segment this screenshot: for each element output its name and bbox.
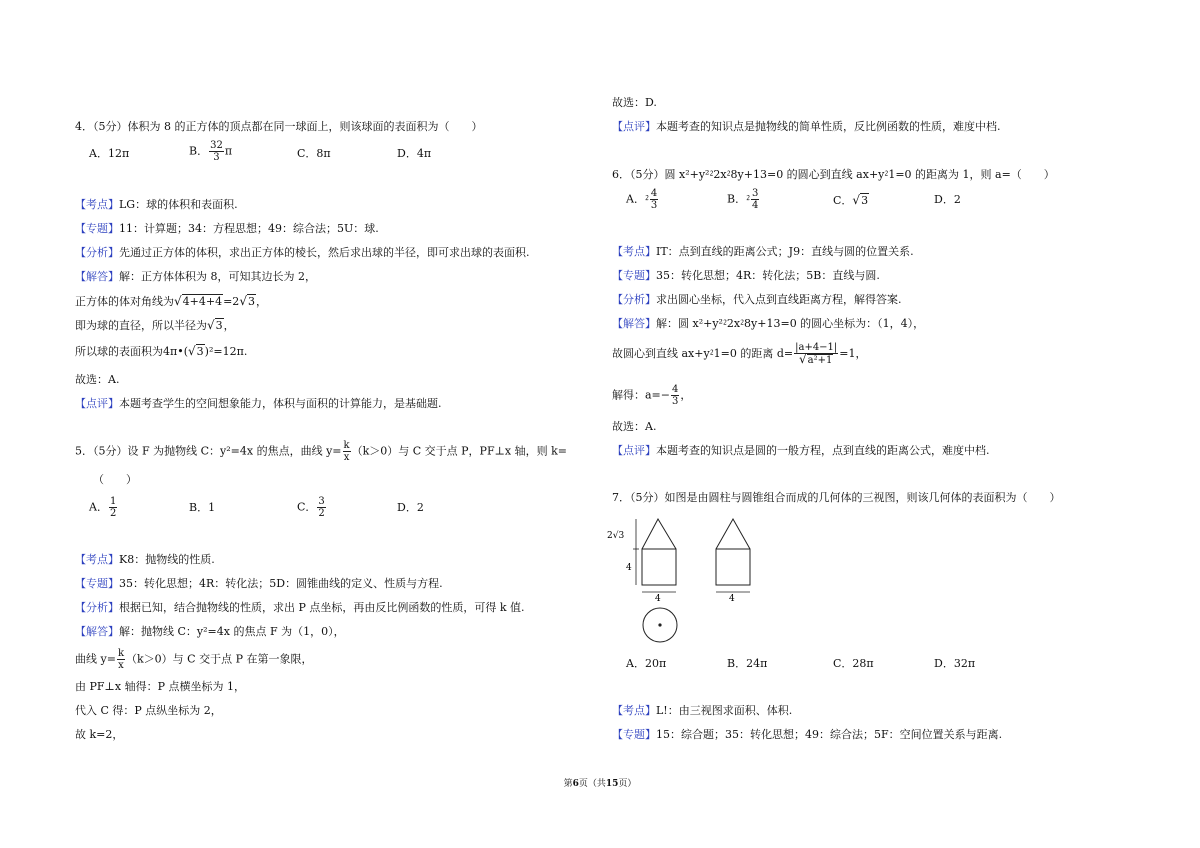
dianping-tag: 【点评】 — [75, 397, 119, 410]
q6-kaodian — [612, 245, 914, 259]
numerator: k — [343, 440, 350, 451]
q5-solution-line-2 — [75, 648, 312, 671]
dianping-text: 本题考查学生的空间想象能力，体积与面积的计算能力，是基础题. — [119, 397, 442, 410]
fenxi-tag: 【分析】 — [75, 601, 119, 614]
fig-label-top: 2√3 — [607, 531, 625, 541]
q5-stem-paren: （ ） — [93, 473, 137, 486]
q6-zhuanti — [612, 269, 880, 283]
q6-stem: 6．（5分）圆 x²+y²⁲2x⁲8y+13=0 的圆心到直线 ax+y⁲1=0 的距离为 1，则 a=（ ） — [612, 168, 1055, 181]
q5-solution-line-3: 由 PF⊥x 轴得：P 点横坐标为 1， — [75, 680, 245, 693]
q6-solution-line-2 — [612, 342, 867, 366]
q6-dianping — [612, 444, 990, 458]
zhuanti-tag: 【专题】 — [75, 577, 119, 590]
zhuanti-text: 35：转化思想；4R：转化法；5B：直线与圆. — [656, 269, 880, 282]
fraction — [317, 496, 325, 519]
q4-fenxi — [75, 246, 530, 260]
denominator: 3 — [650, 200, 658, 211]
dimension-lines — [633, 519, 750, 592]
front-view — [642, 519, 676, 585]
q7-option-b: B．24π — [727, 657, 768, 670]
q4-option-d: D．4π — [397, 147, 432, 160]
q4-kaodian — [75, 198, 238, 212]
three-view-figure — [606, 512, 776, 652]
denominator: 4 — [752, 200, 759, 211]
fenxi-text: 根据已知，结合抛物线的性质，求出 P 点坐标，再由反比例函数的性质，可得 k 值. — [119, 601, 525, 614]
kaodian-tag: 【考点】 — [75, 553, 119, 566]
denominator: x — [343, 452, 350, 463]
radical-sign: √ — [852, 193, 861, 207]
radicand: a²+1 — [807, 355, 833, 366]
fenxi-tag: 【分析】 — [612, 293, 656, 306]
q5-zhuanti — [75, 577, 443, 591]
radical-sign: √ — [174, 294, 182, 308]
q4-stem: 4．（5分）体积为 8 的正方体的顶点都在同一球面上，则该球面的表面积为（ ） — [75, 120, 483, 133]
jieda-tag: 【解答】 — [75, 270, 119, 283]
radicand: 3 — [861, 194, 869, 207]
jieda-tag: 【解答】 — [75, 625, 119, 638]
fig-label-bottom-1: 4 — [655, 594, 661, 604]
kaodian-text: K8：抛物线的性质. — [119, 553, 215, 566]
q4-zhuanti — [75, 222, 379, 236]
text: ， — [223, 319, 235, 332]
front-cylinder — [642, 549, 676, 585]
zhuanti-text: 35：转化思想；4R：转化法；5D：圆锥曲线的定义、性质与方程. — [119, 577, 443, 590]
text: （k＞0）与 C 交于点 P，PF⊥x 轴，则 k= — [351, 444, 568, 458]
q5-solution-line-5: 故 k=2， — [75, 728, 124, 741]
q7-option-a: A．20π — [626, 657, 667, 670]
kaodian-tag: 【考点】 — [612, 704, 656, 717]
fenxi-tag: 【分析】 — [75, 246, 119, 259]
text: （k＞0）与 C 交于点 P 在第一象限， — [126, 652, 313, 666]
q6-jieda — [612, 317, 924, 331]
kaodian-text: LG：球的体积和表面积. — [119, 198, 238, 211]
q4-jieda — [75, 270, 316, 284]
denominator: x — [118, 660, 124, 671]
numerator: |a+4−1| — [795, 342, 838, 353]
footer-text: 第 — [563, 779, 573, 789]
q6-fenxi — [612, 293, 902, 307]
q7-kaodian — [612, 704, 792, 718]
q4-option-b-letter: B． — [189, 144, 209, 158]
top-view — [643, 608, 677, 642]
q7-option-c: C．28π — [833, 657, 874, 670]
q7-stem: 7．（5分）如图是由圆柱与圆锥组合而成的几何体的三视图，则该几何体的表面积为（ ） — [612, 491, 1061, 504]
numerator: 4 — [672, 384, 679, 395]
q5-option-b: B．1 — [189, 501, 216, 514]
fraction — [650, 188, 658, 211]
q4-option-b-tail: π — [224, 144, 233, 158]
text: =2 — [223, 295, 240, 308]
text: )²=12π. — [204, 345, 248, 358]
q4-option-b-denominator: 3 — [213, 152, 220, 163]
text: 曲线 y= — [75, 652, 116, 666]
q5-solution-line-4: 代入 C 得：P 点纵坐标为 2， — [75, 704, 222, 717]
side-view — [716, 519, 750, 585]
q4-option-b-fraction — [209, 140, 224, 163]
page-footer — [0, 776, 1200, 789]
numerator: 3 — [318, 496, 325, 507]
q5-stem-fraction — [343, 440, 351, 463]
q5-option-c — [297, 496, 327, 519]
text: 所以球的表面积为4π•( — [75, 345, 189, 358]
radical-sign: √ — [799, 352, 807, 366]
fenxi-text: 先通过正方体的体积，求出正方体的棱长，然后求出球的半径，即可求出球的表面积. — [119, 246, 530, 259]
numerator: k — [117, 648, 124, 659]
text: 解得：a=− — [612, 388, 670, 402]
q4-dianping — [75, 397, 442, 411]
front-cone — [642, 519, 676, 549]
q6-option-a — [626, 188, 659, 211]
q5-jieda — [75, 625, 345, 639]
side-cone — [716, 519, 750, 549]
zhuanti-text: 15：综合题；35：转化思想；49：综合法；5F：空间位置关系与距离. — [656, 728, 1003, 741]
kaodian-tag: 【考点】 — [75, 198, 119, 211]
footer-text: 页） — [618, 779, 637, 789]
text: =1， — [839, 347, 867, 360]
q5-kaodian — [75, 553, 215, 567]
q4-solution-line-4 — [75, 344, 247, 359]
q6-solution-line-3 — [612, 384, 691, 407]
q4-solution-line-3 — [75, 318, 235, 333]
numerator: 3 — [752, 188, 759, 199]
text: 5．（5分）设 F 为抛物线 C：y²=4x 的焦点，曲线 y= — [75, 444, 342, 458]
radical-sign: √ — [207, 318, 215, 332]
radical-sign: √ — [239, 294, 247, 308]
q6-option-c — [833, 193, 869, 208]
option-letter: C． — [833, 194, 853, 207]
fig-label-side: 4 — [626, 563, 632, 573]
kaodian-text: L!：由三视图求面积、体积. — [656, 704, 793, 717]
q5-option-a — [89, 496, 118, 519]
q5-stem — [75, 440, 567, 463]
side-cylinder — [716, 549, 750, 585]
q7-option-d: D．32π — [934, 657, 976, 670]
zhuanti-tag: 【专题】 — [612, 269, 656, 282]
q4-solution-line-2 — [75, 294, 267, 309]
fraction — [117, 648, 125, 671]
option-letter: A． — [89, 500, 108, 514]
zhuanti-tag: 【专题】 — [75, 222, 119, 235]
page-total: 15 — [605, 779, 619, 789]
top-view-center-dot — [658, 623, 661, 626]
denominator: 2 — [318, 508, 325, 519]
q4-option-a: A．12π — [89, 147, 130, 160]
kaodian-text: IT：点到直线的距离公式；J9：直线与圆的位置关系. — [656, 245, 914, 258]
dianping-text: 本题考查的知识点是抛物线的简单性质，反比例函数的性质，难度中档. — [656, 120, 1001, 133]
option-letter: A．⁲ — [626, 192, 649, 206]
text: 即为球的直径，所以半径为 — [75, 319, 207, 332]
radicand: 4+4+4 — [182, 295, 223, 308]
jieda-text: 解：圆 x²+y²⁲2x⁲8y+13=0 的圆心坐标为：（1，4）， — [656, 317, 925, 330]
q6-option-b — [727, 188, 760, 211]
fraction — [751, 188, 759, 211]
fraction — [109, 496, 117, 519]
denominator: 3 — [672, 396, 679, 407]
footer-text: 页（共 — [578, 779, 606, 789]
numerator: 4 — [650, 188, 658, 199]
q4-option-b-numerator: 32 — [210, 140, 223, 151]
dianping-tag: 【点评】 — [612, 444, 656, 457]
fig-label-bottom-2: 4 — [729, 594, 735, 604]
text: 故圆心到直线 ax+y⁲1=0 的距离 d= — [612, 347, 794, 360]
fraction — [671, 384, 679, 407]
radical-sign: √ — [188, 344, 196, 358]
numerator: 1 — [109, 496, 117, 507]
fraction — [794, 342, 838, 366]
text: 正方体的体对角线为 — [75, 295, 174, 308]
jieda-text: 解：抛物线 C：y²=4x 的焦点 F 为（1，0）， — [119, 625, 345, 638]
q4-choose: 故选：A. — [75, 373, 120, 386]
jieda-text: 解：正方体体积为 8，可知其边长为 2， — [119, 270, 316, 283]
prev-dianping — [612, 120, 1001, 134]
prev-choose: 故选：D. — [612, 96, 657, 109]
radicand: 3 — [215, 319, 223, 332]
radicand: 3 — [247, 295, 255, 308]
q7-zhuanti — [612, 728, 1002, 742]
jieda-tag: 【解答】 — [612, 317, 656, 330]
dianping-text: 本题考查的知识点是圆的一般方程，点到直线的距离公式，难度中档. — [656, 444, 990, 457]
option-letter: C． — [297, 500, 317, 514]
radicand: 3 — [196, 345, 204, 358]
fenxi-text: 求出圆心坐标，代入点到直线距离方程，解得答案. — [656, 293, 902, 306]
q6-choose: 故选：A. — [612, 420, 657, 433]
denominator: 2 — [109, 508, 117, 519]
q5-fenxi — [75, 601, 525, 615]
q6-option-d: D．2 — [934, 193, 961, 206]
denominator — [794, 354, 838, 366]
q4-option-c: C．8π — [297, 147, 331, 160]
option-letter: B．⁲ — [727, 192, 751, 206]
kaodian-tag: 【考点】 — [612, 245, 656, 258]
text: ， — [680, 388, 692, 402]
dianping-tag: 【点评】 — [612, 120, 656, 133]
zhuanti-text: 11：计算题；34：方程思想；49：综合法；5U：球. — [119, 222, 379, 235]
page-number: 6 — [572, 779, 579, 789]
q4-option-b — [189, 140, 232, 163]
q5-option-d: D．2 — [397, 501, 424, 514]
zhuanti-tag: 【专题】 — [612, 728, 656, 741]
text: ， — [255, 295, 267, 308]
